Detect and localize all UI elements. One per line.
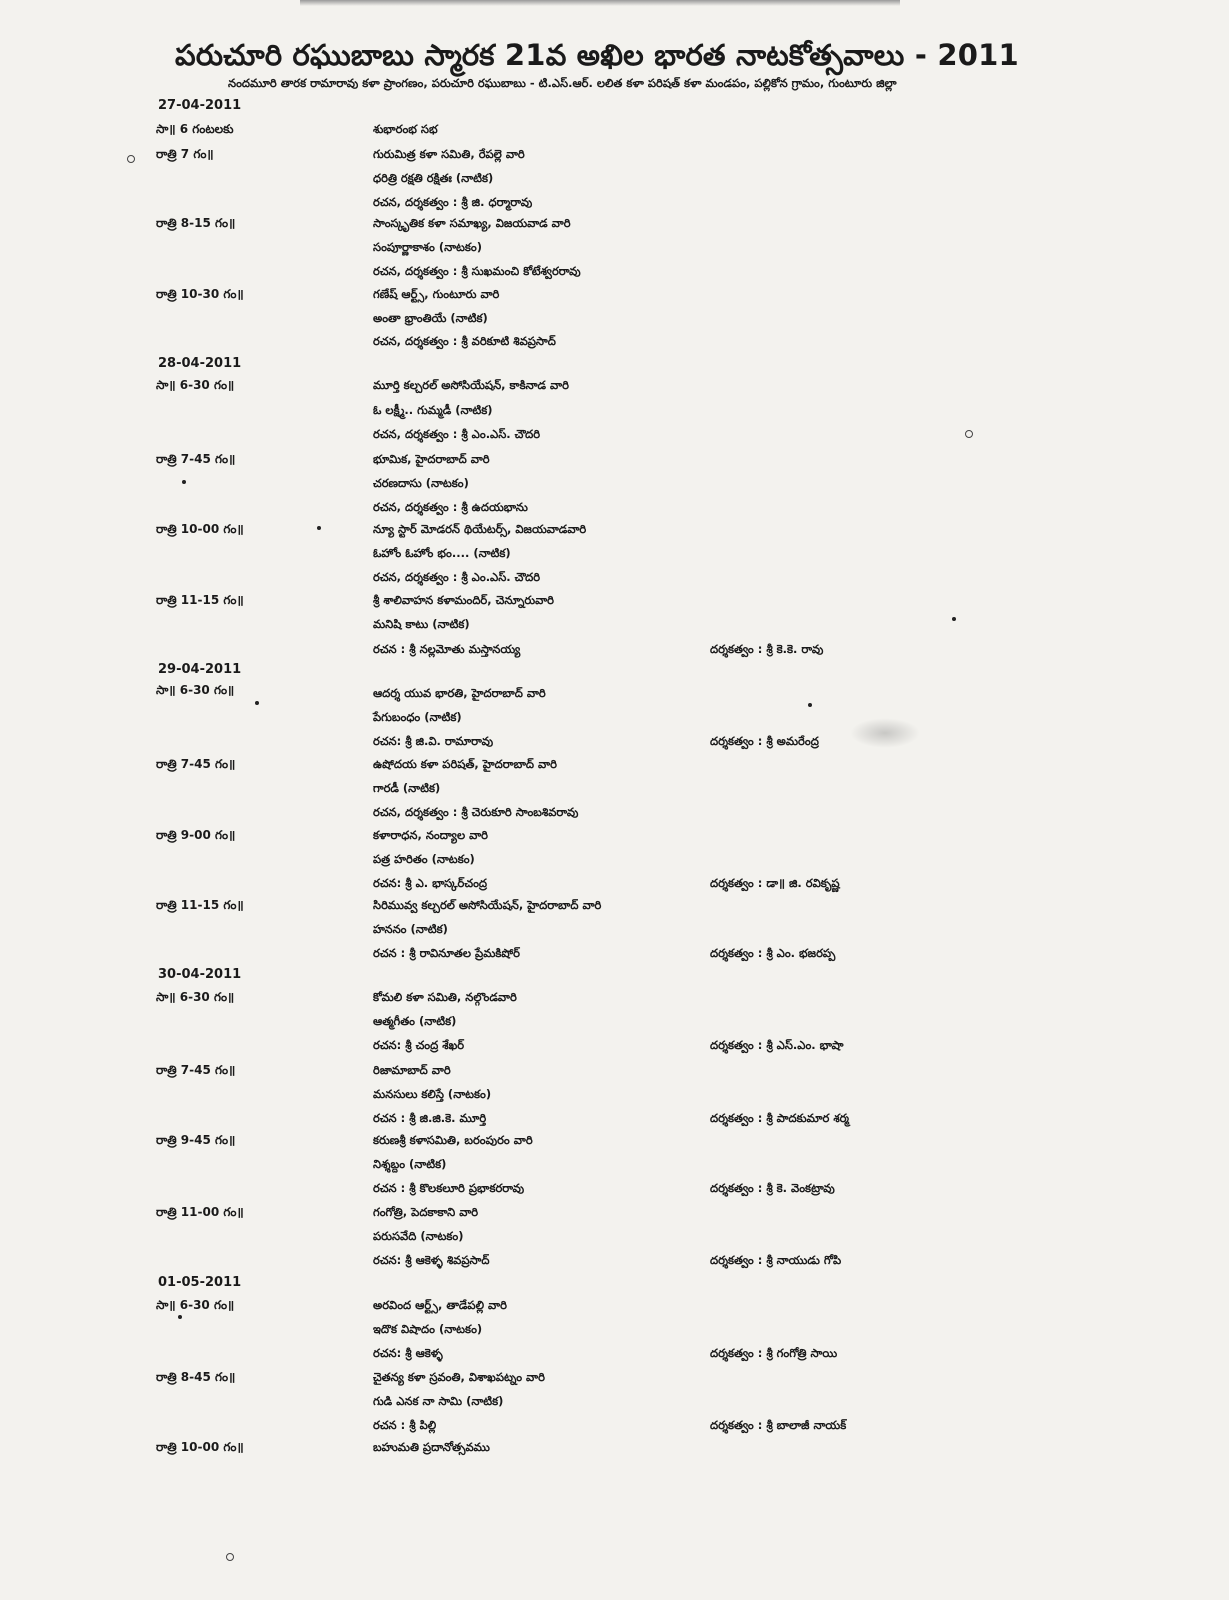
session-line: రచన, దర్శకత్వం : శ్రీ సుఖమంచి కోటేశ్వరరావు [373, 264, 581, 278]
scan-speck [226, 1553, 234, 1561]
session-line: గారడీ (నాటిక) [373, 781, 441, 795]
session-time: సా॥ 6-30 గం॥ [156, 990, 235, 1004]
session-time: రాత్రి 11-15 గం॥ [156, 898, 244, 912]
session-line: బహుమతి ప్రదానోత్సవము [373, 1440, 490, 1454]
date-heading: 30-04-2011 [158, 967, 242, 982]
director-credit: దర్శకత్వం : శ్రీ గంగోత్రి సాయి [710, 1346, 838, 1360]
session-time: సా॥ 6-30 గం॥ [156, 1298, 235, 1312]
session-line: పత్ర హరితం (నాటకం) [373, 852, 475, 866]
scan-smudge [850, 718, 920, 748]
session-line: రచన : శ్రీ నల్లమోతు మస్తానయ్య [373, 642, 521, 656]
scan-speck [317, 526, 321, 530]
director-credit: దర్శకత్వం : శ్రీ బాలాజీ నాయక్ [710, 1418, 847, 1432]
session-line: అంతా భ్రాంతియే (నాటిక) [373, 311, 488, 325]
scan-speck [127, 155, 135, 163]
session-line: రచన, దర్శకత్వం : శ్రీ ఎం.ఎస్. చౌదరి [373, 570, 541, 584]
session-time: రాత్రి 7-45 గం॥ [156, 452, 236, 466]
session-line: రచన, దర్శకత్వం : శ్రీ ఉదయభాను [373, 500, 528, 514]
session-line: ఆత్మగీతం (నాటిక) [373, 1014, 457, 1028]
session-time: రాత్రి 9-45 గం॥ [156, 1133, 236, 1147]
session-line: గురుమిత్ర కళా సమితి, రేపల్లె వారి [373, 147, 525, 161]
session-line: రచన: శ్రీ జి.వి. రామారావు [373, 734, 494, 748]
director-credit: దర్శకత్వం : శ్రీ పాదకుమార శర్మ [710, 1111, 850, 1125]
scan-speck [952, 617, 956, 621]
scan-speck [178, 1315, 182, 1319]
director-credit: దర్శకత్వం : శ్రీ కె.కె. రావు [710, 642, 824, 656]
session-time: రాత్రి 7-45 గం॥ [156, 757, 236, 771]
session-line: శ్రీ శాలివాహన కళామందిర్, చెన్నూరువారి [373, 593, 555, 607]
session-line: అరవింద ఆర్ట్స్, తాడేపల్లి వారి [373, 1298, 507, 1312]
session-line: న్యూ స్టార్ మోడరన్ థియేటర్స్, విజయవాడవారి [373, 522, 587, 536]
session-time: సా॥ 6-30 గం॥ [156, 683, 235, 697]
session-line: రచన : శ్రీ పిల్లి [373, 1418, 437, 1432]
session-line: పేగుబంధం (నాటిక) [373, 710, 462, 724]
session-line: భూమిక, హైదరాబాద్ వారి [373, 452, 490, 466]
session-line: గుడి ఎనక నా సామి (నాటిక) [373, 1394, 504, 1408]
scan-speck [965, 430, 973, 438]
director-credit: దర్శకత్వం : డా॥ జి. రవికృష్ణ [710, 876, 840, 890]
session-line: రచన: శ్రీ ఆకెళ్ళ [373, 1346, 443, 1360]
scan-speck [255, 701, 259, 705]
director-credit: దర్శకత్వం : శ్రీ కె. వెంకట్రావు [710, 1181, 835, 1195]
session-line: శుభారంభ సభ [373, 122, 438, 136]
session-line: ఓ లక్ష్మీ.. గుమ్మడీ (నాటిక) [373, 403, 493, 417]
session-line: రచన: శ్రీ చంద్ర శేఖర్ [373, 1038, 465, 1052]
session-line: గణేష్ ఆర్ట్స్, గుంటూరు వారి [373, 287, 500, 301]
director-credit: దర్శకత్వం : శ్రీ ఎస్.ఎం. భాషా [710, 1038, 844, 1052]
session-time: రాత్రి 10-00 గం॥ [156, 522, 244, 536]
scan-speck [182, 480, 186, 484]
page-title: పరుచూరి రఘుబాబు స్మారక 21వ అఖిల భారత నాటకోత్సవాలు - 2011 [175, 38, 1019, 72]
session-time: రాత్రి 10-00 గం॥ [156, 1440, 244, 1454]
session-time: రాత్రి 8-15 గం॥ [156, 216, 236, 230]
session-line: నిశ్శబ్దం (నాటిక) [373, 1157, 447, 1171]
session-line: మనసులు కలిస్తే (నాటకం) [373, 1087, 492, 1101]
session-time: సా॥ 6-30 గం॥ [156, 378, 235, 392]
session-line: సంపూర్ణాకాశం (నాటకం) [373, 240, 482, 254]
session-line: ధరిత్రి రక్షతి రక్షితః (నాటిక) [373, 171, 494, 185]
session-time: రాత్రి 7-45 గం॥ [156, 1063, 236, 1077]
session-line: కళారాధన, నంద్యాల వారి [373, 828, 488, 842]
session-line: రచన : శ్రీ జి.జి.కె. మూర్తి [373, 1111, 487, 1125]
session-line: కరుణశ్రీ కళాసమితి, బరంపురం వారి [373, 1133, 533, 1147]
session-line: రచన, దర్శకత్వం : శ్రీ జి. ధర్మారావు [373, 195, 533, 209]
session-line: ఉషోదయ కళా పరిషత్, హైదరాబాద్ వారి [373, 757, 557, 771]
session-line: ఇదొక విషాదం (నాటకం) [373, 1322, 483, 1336]
session-line: హననం (నాటిక) [373, 922, 448, 936]
session-line: రిజామాబాద్ వారి [373, 1063, 451, 1077]
session-line: రచన, దర్శకత్వం : శ్రీ ఎం.ఎస్. చౌదరి [373, 427, 541, 441]
venue-subtitle: నందమూరి తారక రామారావు కళా ప్రాంగణం, పరుచూరి రఘుబాబు - టి.ఎస్.ఆర్. లలిత కళా పరిషత్ కళా మండపం, పల్లికోన గ్రామం, గుంటూరు జిల్లా [228, 76, 897, 90]
session-time: రాత్రి 7 గం॥ [156, 147, 214, 161]
session-line: పరుసవేది (నాటకం) [373, 1229, 464, 1243]
director-credit: దర్శకత్వం : శ్రీ ఎం. భజరప్ప [710, 946, 836, 960]
session-line: రచన: శ్రీ ఎ. భాస్కర్‌చంద్ర [373, 876, 488, 890]
session-time: రాత్రి 9-00 గం॥ [156, 828, 236, 842]
date-heading: 28-04-2011 [158, 356, 242, 371]
scan-speck [808, 703, 812, 707]
session-line: చైతన్య కళా స్రవంతి, విశాఖపట్నం వారి [373, 1370, 545, 1384]
session-line: రచన, దర్శకత్వం : శ్రీ చెరుకూరి సాంబశివరావు [373, 805, 579, 819]
date-heading: 27-04-2011 [158, 98, 242, 113]
session-line: రచన: శ్రీ ఆకెళ్ళ శివప్రసాద్ [373, 1253, 490, 1267]
session-time: సా॥ 6 గంటలకు [156, 122, 234, 136]
session-time: రాత్రి 11-00 గం॥ [156, 1205, 244, 1219]
session-line: రచన, దర్శకత్వం : శ్రీ వరికూటి శివప్రసాద్ [373, 334, 556, 348]
session-line: చరణదాసు (నాటకం) [373, 476, 469, 490]
scan-edge [300, 0, 900, 6]
session-line: మూర్తి కల్చరల్ అసోసియేషన్, కాకినాడ వారి [373, 378, 569, 392]
date-heading: 01-05-2011 [158, 1275, 242, 1290]
director-credit: దర్శకత్వం : శ్రీ నాయుడు గోపి [710, 1253, 842, 1267]
session-line: రచన : శ్రీ రావినూతల ప్రేమకిషోర్ [373, 946, 520, 960]
date-heading: 29-04-2011 [158, 662, 242, 677]
session-line: గంగోత్రి, పెదకాకాని వారి [373, 1205, 479, 1219]
session-line: కోమలి కళా సమితి, నల్గొండవారి [373, 990, 517, 1004]
session-time: రాత్రి 11-15 గం॥ [156, 593, 244, 607]
session-line: సిరిమువ్వ కల్చరల్ అసోసియేషన్, హైదరాబాద్ వారి [373, 898, 602, 912]
session-line: ఆదర్శ యువ భారతి, హైదరాబాద్ వారి [373, 686, 546, 700]
session-line: ఓహోం ఓహోం భం.... (నాటిక) [373, 546, 511, 560]
session-time: రాత్రి 8-45 గం॥ [156, 1370, 236, 1384]
session-line: రచన : శ్రీ కొలకలూరి ప్రభాకరరావు [373, 1181, 525, 1195]
session-time: రాత్రి 10-30 గం॥ [156, 287, 244, 301]
session-line: మనిషి కాటు (నాటిక) [373, 617, 470, 631]
director-credit: దర్శకత్వం : శ్రీ అమరేంద్ర [710, 734, 819, 748]
session-line: సాంస్కృతిక కళా సమాఖ్య, విజయవాడ వారి [373, 216, 571, 230]
